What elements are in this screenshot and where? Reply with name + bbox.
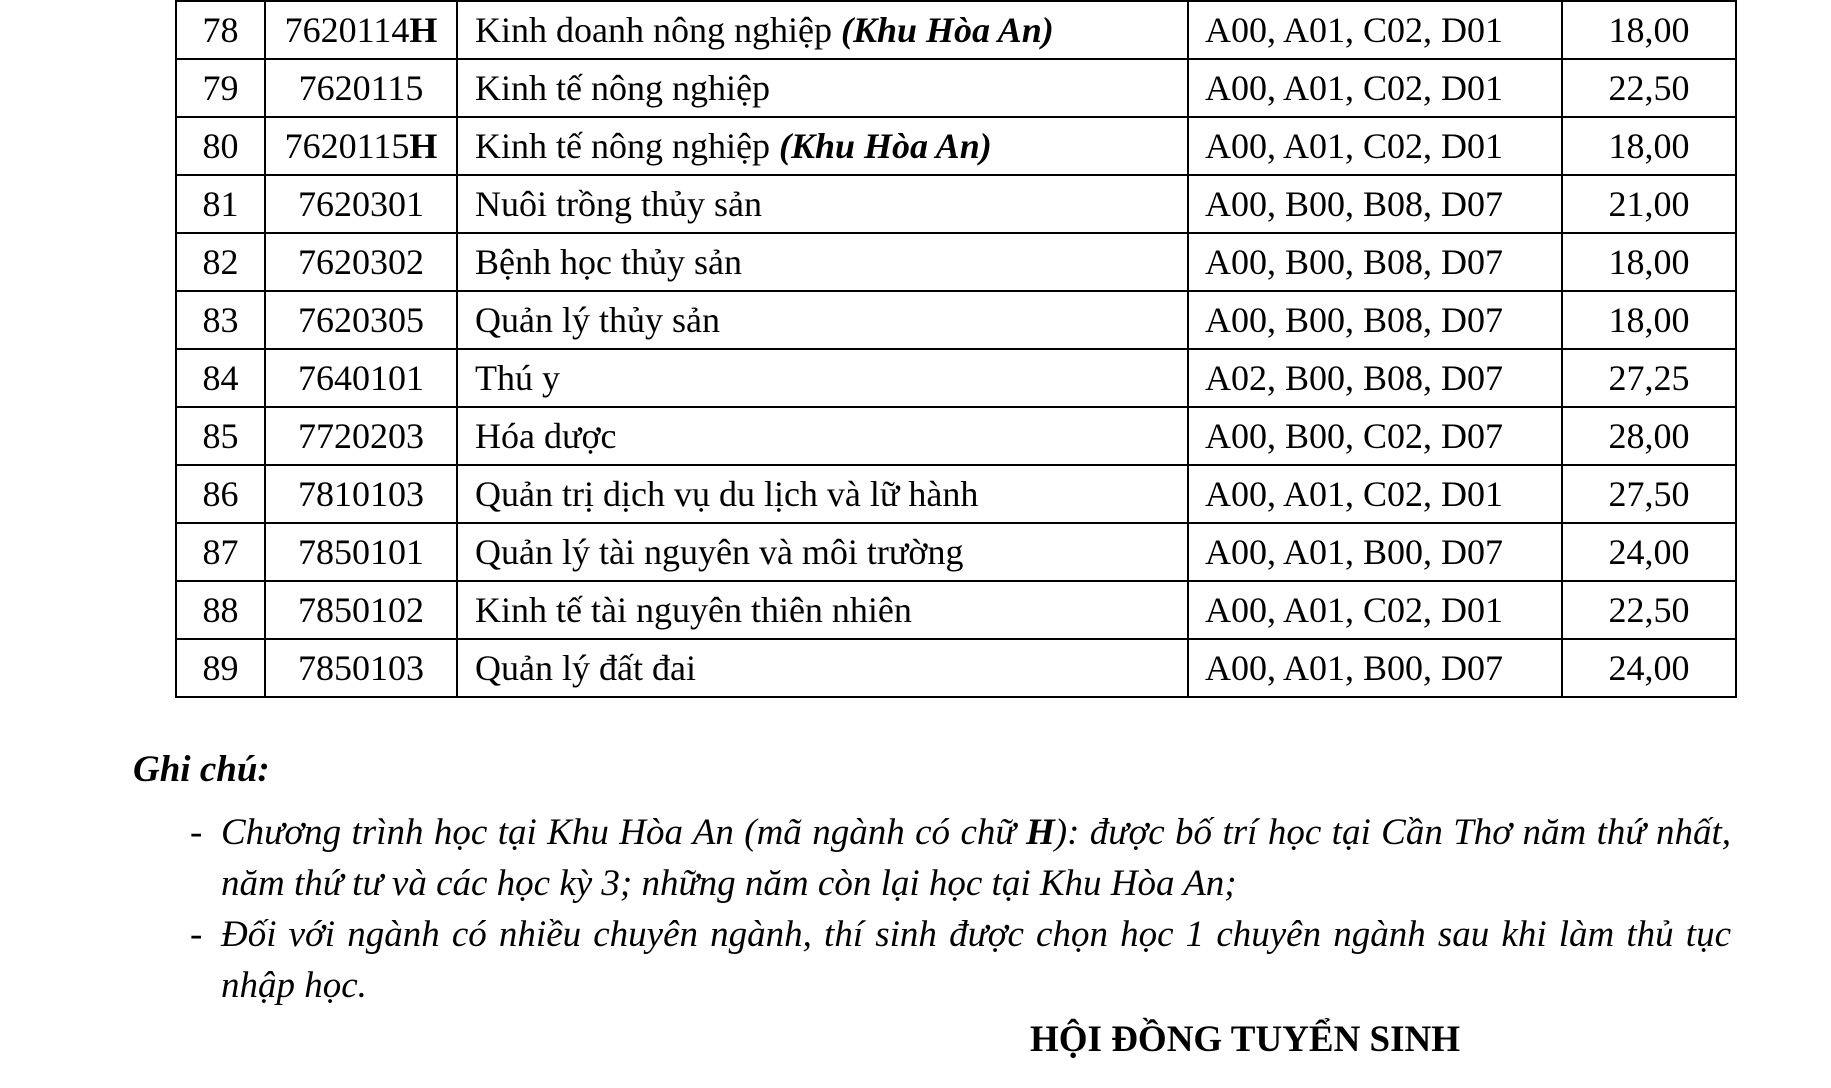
admission-score: 27,25 xyxy=(1608,358,1690,398)
program-name-cell xyxy=(457,291,1188,349)
admission-score: 18,00 xyxy=(1608,242,1690,282)
program-name: Quản trị dịch vụ du lịch và lữ hành xyxy=(475,474,979,514)
score-cell xyxy=(1562,465,1736,523)
program-code: 7620115 xyxy=(298,68,424,108)
subject-combinations-cell xyxy=(1188,233,1562,291)
row-number: 82 xyxy=(202,242,239,282)
program-code-cell xyxy=(265,407,457,465)
row-number: 83 xyxy=(202,300,239,340)
table-row xyxy=(176,407,1736,465)
program-name-cell xyxy=(457,581,1188,639)
subject-combinations-cell xyxy=(1188,1,1562,59)
table-body xyxy=(176,1,1736,697)
program-code-cell xyxy=(265,523,457,581)
row-number-cell xyxy=(176,175,265,233)
score-cell xyxy=(1562,639,1736,697)
program-name: Quản lý đất đai xyxy=(475,648,696,688)
admission-score: 18,00 xyxy=(1608,10,1690,50)
note-emphasis: H xyxy=(1025,812,1055,853)
score-cell xyxy=(1562,581,1736,639)
program-code-cell xyxy=(265,349,457,407)
program-name: Quản lý thủy sản xyxy=(475,300,720,340)
program-name: Bệnh học thủy sản xyxy=(475,242,742,282)
program-name: Kinh tế nông nghiệp xyxy=(475,68,770,108)
program-code-cell xyxy=(265,233,457,291)
admission-score-table-container xyxy=(175,0,1694,698)
admission-score: 18,00 xyxy=(1608,300,1690,340)
row-number: 79 xyxy=(202,68,239,108)
subject-combinations-cell xyxy=(1188,465,1562,523)
table-row xyxy=(176,1,1736,59)
row-number-cell xyxy=(176,407,265,465)
row-number: 81 xyxy=(202,184,239,224)
table-row xyxy=(176,291,1736,349)
row-number: 80 xyxy=(202,126,239,166)
program-code: 7620115 xyxy=(284,126,410,166)
score-cell xyxy=(1562,1,1736,59)
note-text: ): được bố trí học tại Cần Thơ năm thứ nhất, năm thứ tư và các học kỳ 3; những năm còn lại học tại Khu Hòa An; xyxy=(221,812,1731,904)
table-row xyxy=(176,639,1736,697)
program-code: 7620114 xyxy=(284,10,410,50)
score-cell xyxy=(1562,117,1736,175)
program-code-suffix: H xyxy=(409,126,438,166)
subject-combinations: A00, A01, C02, D01 xyxy=(1205,10,1504,50)
subject-combinations-cell xyxy=(1188,117,1562,175)
score-cell xyxy=(1562,407,1736,465)
program-name: Thú y xyxy=(475,358,560,398)
program-name: Kinh tế tài nguyên thiên nhiên xyxy=(475,590,912,630)
row-number-cell xyxy=(176,117,265,175)
program-code: 7640101 xyxy=(298,358,424,398)
admission-score: 28,00 xyxy=(1608,416,1690,456)
program-code-cell xyxy=(265,465,457,523)
admission-score: 24,00 xyxy=(1608,532,1690,572)
program-name: Hóa dược xyxy=(475,416,617,456)
program-name-cell xyxy=(457,465,1188,523)
table-row xyxy=(176,59,1736,117)
row-number-cell xyxy=(176,1,265,59)
subject-combinations: A00, A01, C02, D01 xyxy=(1205,68,1504,108)
admission-score-table xyxy=(175,0,1737,698)
table-row xyxy=(176,349,1736,407)
note-text: Đối với ngành có nhiều chuyên ngành, thí sinh được chọn học 1 chuyên ngành sau khi làm thủ tục nhập học. xyxy=(221,914,1731,1006)
row-number: 78 xyxy=(202,10,239,50)
admission-score: 24,00 xyxy=(1608,648,1690,688)
note-item-specialization xyxy=(133,909,1731,1011)
program-name: Nuôi trồng thủy sản xyxy=(475,184,762,224)
admission-score: 22,50 xyxy=(1608,68,1690,108)
program-code: 7850103 xyxy=(298,648,424,688)
subject-combinations: A00, B00, B08, D07 xyxy=(1205,300,1504,340)
program-name: Quản lý tài nguyên và môi trường xyxy=(475,532,964,572)
table-row xyxy=(176,523,1736,581)
row-number-cell xyxy=(176,581,265,639)
program-name: Kinh doanh nông nghiệp xyxy=(475,10,841,50)
table-row xyxy=(176,175,1736,233)
note-bullet: - xyxy=(190,914,203,955)
row-number: 85 xyxy=(202,416,239,456)
program-name-cell xyxy=(457,233,1188,291)
table-row xyxy=(176,117,1736,175)
program-name-cell xyxy=(457,523,1188,581)
row-number-cell xyxy=(176,523,265,581)
subject-combinations: A00, A01, B00, D07 xyxy=(1205,648,1504,688)
program-code-cell xyxy=(265,117,457,175)
row-number-cell xyxy=(176,59,265,117)
subject-combinations: A00, A01, B00, D07 xyxy=(1205,532,1504,572)
program-name-cell xyxy=(457,117,1188,175)
row-number: 86 xyxy=(202,474,239,514)
program-name-cell xyxy=(457,1,1188,59)
table-row xyxy=(176,465,1736,523)
row-number: 87 xyxy=(202,532,239,572)
admission-score: 18,00 xyxy=(1608,126,1690,166)
subject-combinations-cell xyxy=(1188,291,1562,349)
subject-combinations-cell xyxy=(1188,349,1562,407)
table-row xyxy=(176,581,1736,639)
notes-title: Ghi chú: xyxy=(133,749,270,790)
program-name-cell xyxy=(457,407,1188,465)
score-cell xyxy=(1562,233,1736,291)
table-row xyxy=(176,233,1736,291)
note-bullet: - xyxy=(190,812,203,853)
subject-combinations: A00, B00, C02, D07 xyxy=(1205,416,1504,456)
program-code: 7850101 xyxy=(298,532,424,572)
row-number-cell xyxy=(176,465,265,523)
subject-combinations-cell xyxy=(1188,407,1562,465)
subject-combinations-cell xyxy=(1188,59,1562,117)
campus-label: (Khu Hòa An) xyxy=(840,10,1054,50)
program-name-cell xyxy=(457,349,1188,407)
program-code: 7620305 xyxy=(298,300,424,340)
program-code: 7620302 xyxy=(298,242,424,282)
subject-combinations-cell xyxy=(1188,175,1562,233)
row-number-cell xyxy=(176,233,265,291)
program-code-cell xyxy=(265,59,457,117)
admission-score: 21,00 xyxy=(1608,184,1690,224)
subject-combinations: A00, B00, B08, D07 xyxy=(1205,184,1504,224)
admission-score: 27,50 xyxy=(1608,474,1690,514)
notes-section xyxy=(133,748,1733,1011)
program-name-cell xyxy=(457,59,1188,117)
program-name: Kinh tế nông nghiệp xyxy=(475,126,779,166)
row-number-cell xyxy=(176,349,265,407)
program-code-cell xyxy=(265,291,457,349)
row-number: 88 xyxy=(202,590,239,630)
score-cell xyxy=(1562,291,1736,349)
score-cell xyxy=(1562,523,1736,581)
row-number: 84 xyxy=(202,358,239,398)
subject-combinations-cell xyxy=(1188,639,1562,697)
program-code-cell xyxy=(265,581,457,639)
note-item-campus xyxy=(133,807,1731,909)
program-code-cell xyxy=(265,1,457,59)
program-name-cell xyxy=(457,639,1188,697)
row-number: 89 xyxy=(202,648,239,688)
program-code: 7850102 xyxy=(298,590,424,630)
subject-combinations: A00, A01, C02, D01 xyxy=(1205,474,1504,514)
program-code: 7810103 xyxy=(298,474,424,514)
subject-combinations-cell xyxy=(1188,523,1562,581)
row-number-cell xyxy=(176,639,265,697)
program-name-cell xyxy=(457,175,1188,233)
campus-label: (Khu Hòa An) xyxy=(778,126,992,166)
subject-combinations: A00, A01, C02, D01 xyxy=(1205,590,1504,630)
program-code-suffix: H xyxy=(409,10,438,50)
subject-combinations: A00, A01, C02, D01 xyxy=(1205,126,1504,166)
program-code-cell xyxy=(265,175,457,233)
signature-council: HỘI ĐỒNG TUYỂN SINH xyxy=(1030,1019,1461,1060)
program-code: 7720203 xyxy=(298,416,424,456)
subject-combinations-cell xyxy=(1188,581,1562,639)
admission-score: 22,50 xyxy=(1608,590,1690,630)
program-code-cell xyxy=(265,639,457,697)
score-cell xyxy=(1562,349,1736,407)
row-number-cell xyxy=(176,291,265,349)
program-code: 7620301 xyxy=(298,184,424,224)
note-text: Chương trình học tại Khu Hòa An (mã ngành có chữ xyxy=(221,812,1026,853)
subject-combinations: A00, B00, B08, D07 xyxy=(1205,242,1504,282)
score-cell xyxy=(1562,175,1736,233)
score-cell xyxy=(1562,59,1736,117)
subject-combinations: A02, B00, B08, D07 xyxy=(1205,358,1504,398)
